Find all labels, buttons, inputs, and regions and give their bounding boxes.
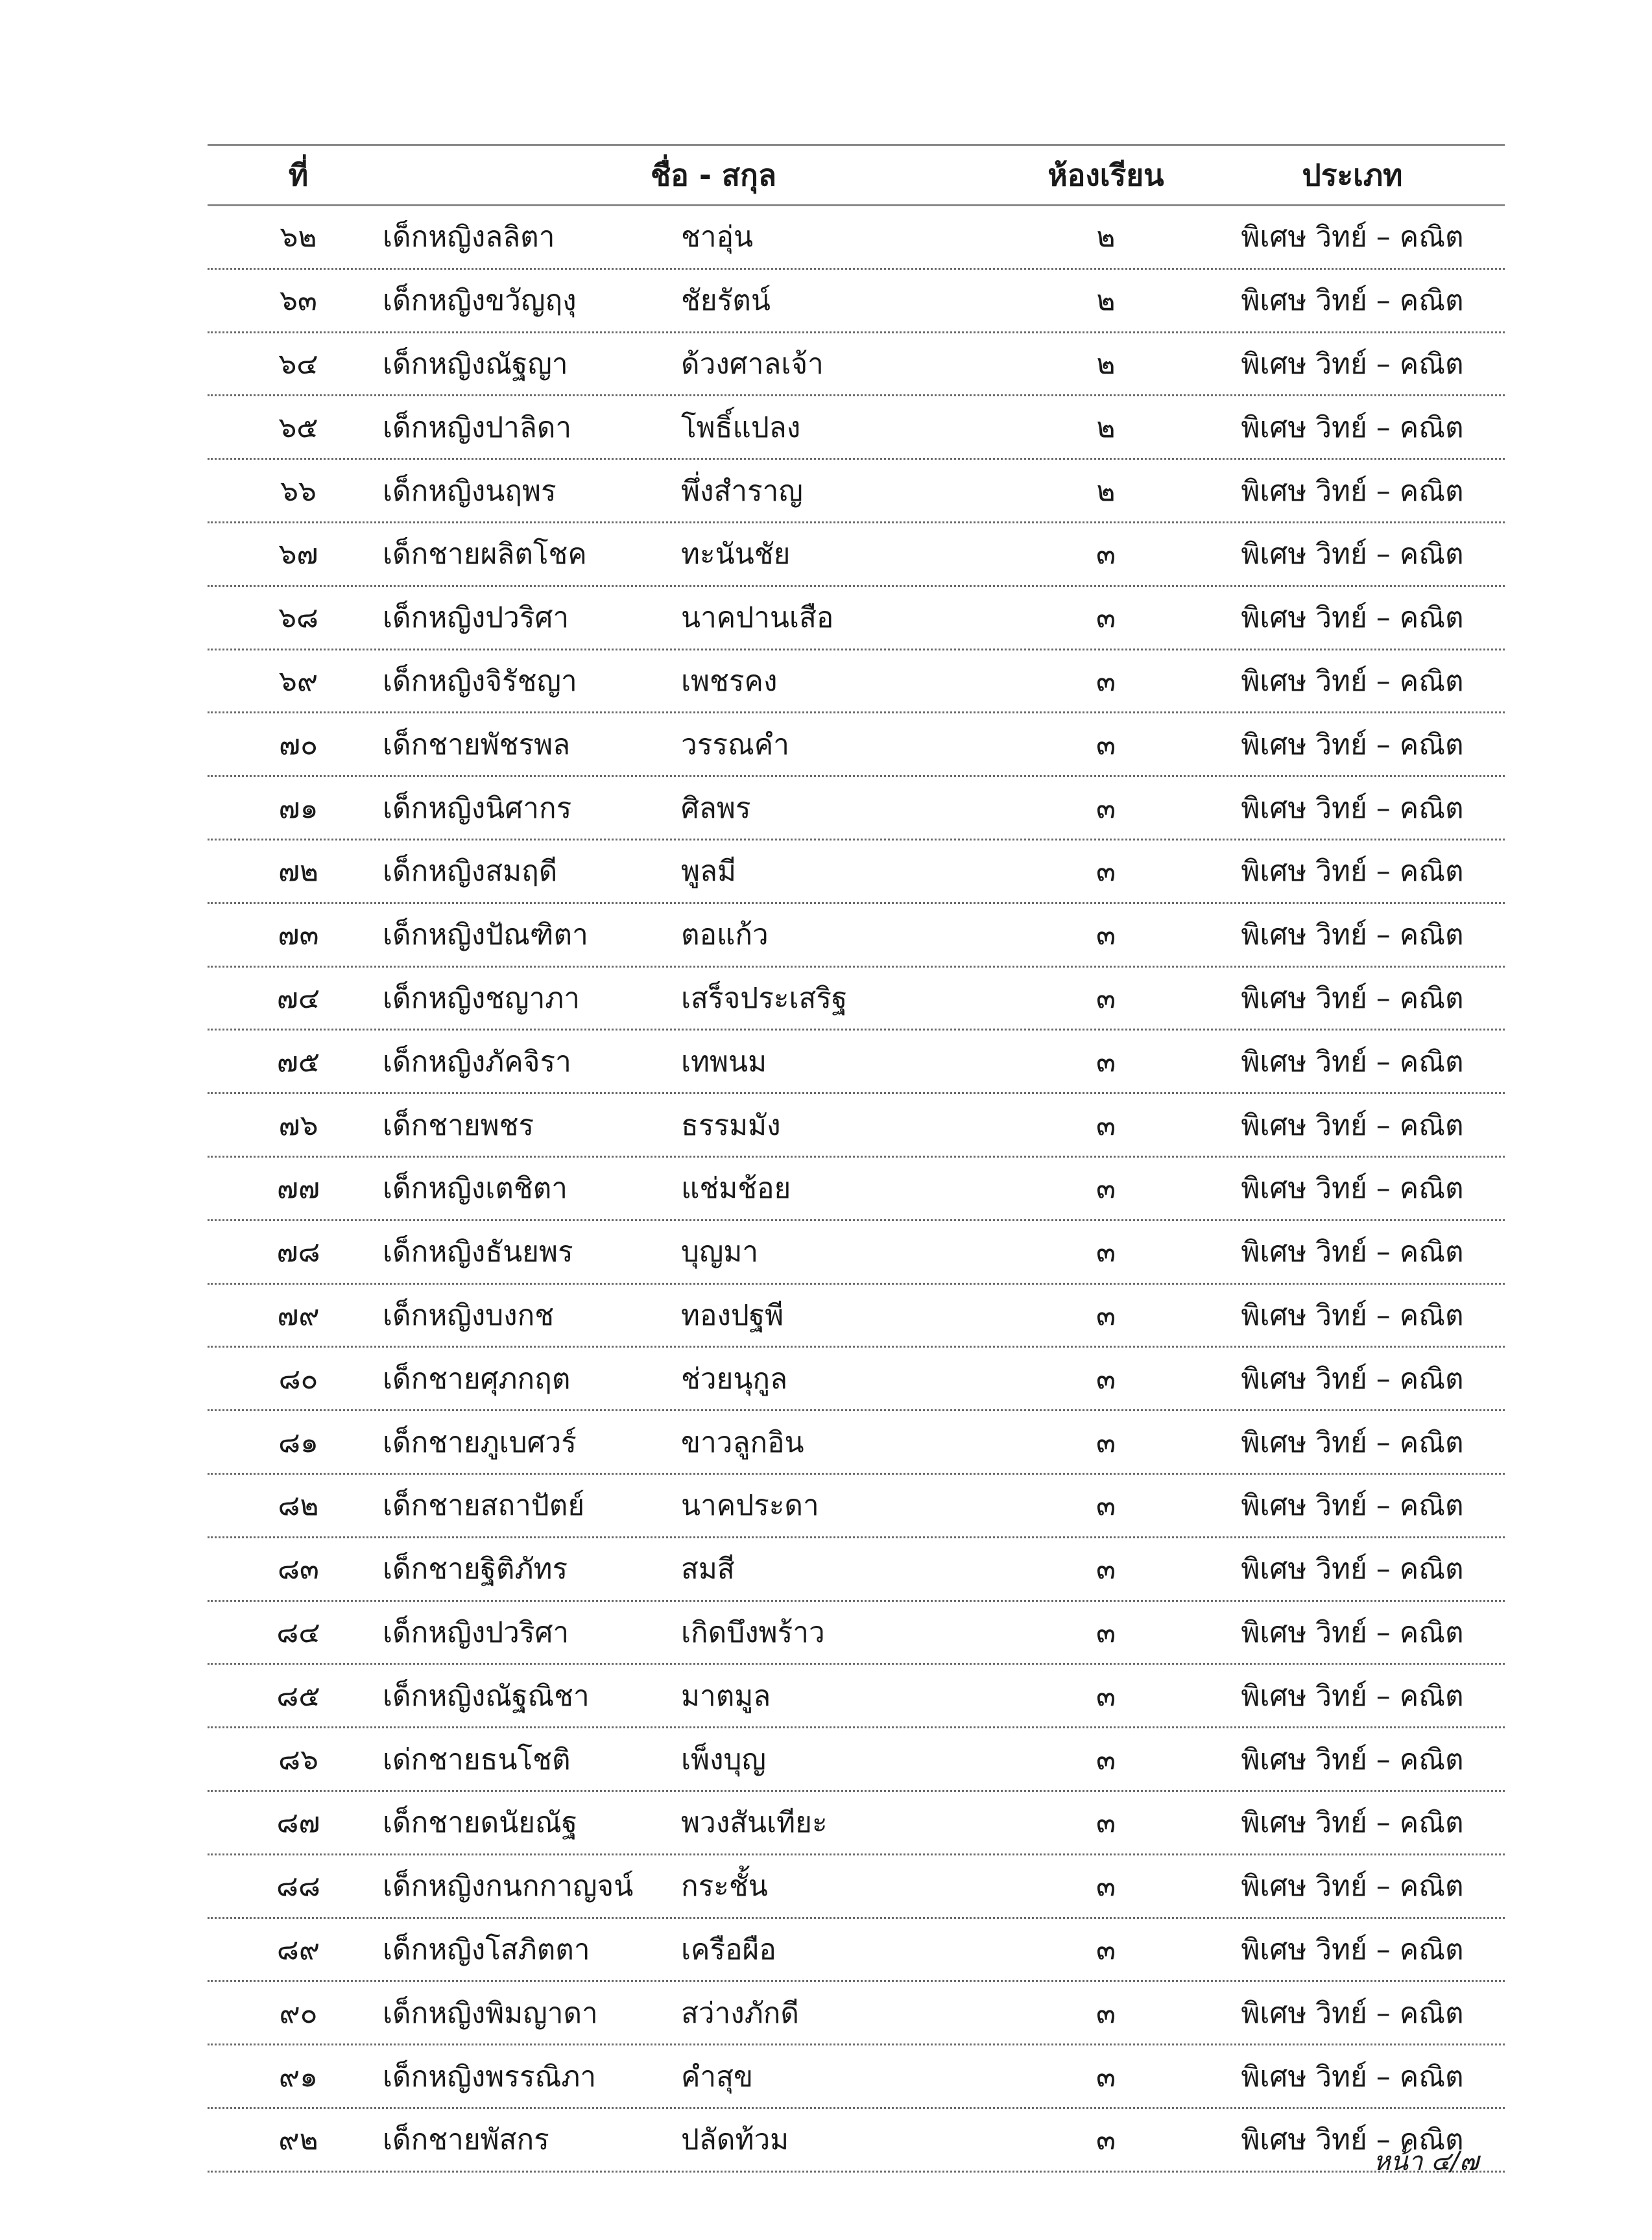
student-last-name: สมสี: [681, 1553, 735, 1586]
program-type: พิเศษ วิทย์ – คณิต: [1241, 474, 1464, 508]
program-type: พิเศษ วิทย์ – คณิต: [1241, 1615, 1464, 1649]
program-type: พิเศษ วิทย์ – คณิต: [1241, 601, 1464, 635]
table-row: [208, 1855, 1505, 1919]
student-first-name: เด็กชายพชร: [383, 1108, 534, 1142]
room-number: ๓: [1095, 664, 1116, 698]
room-number: ๓: [1095, 1235, 1116, 1269]
row-number: ๖๙: [278, 664, 318, 698]
program-type: พิเศษ วิทย์ – คณิต: [1241, 538, 1464, 571]
student-first-name: เด็กชายพัชรพล: [383, 728, 571, 761]
program-type: พิเศษ วิทย์ – คณิต: [1241, 1933, 1464, 1966]
student-last-name: โพธิ์แปลง: [681, 411, 801, 444]
table-row: [208, 1538, 1505, 1602]
table-row: [208, 904, 1505, 968]
room-number: ๒: [1096, 411, 1116, 444]
row-number: ๖๘: [278, 601, 318, 635]
row-number: ๗๙: [277, 1298, 320, 1332]
row-number: ๘๑: [278, 1425, 318, 1459]
student-last-name: ตอแก้ว: [681, 918, 769, 952]
row-number: ๗๓: [278, 918, 319, 952]
table-row: [208, 968, 1505, 1031]
table-row: [208, 1475, 1505, 1538]
student-first-name: เด่กชายธนโชติ: [383, 1743, 571, 1776]
room-number: ๓: [1095, 1806, 1116, 1840]
program-type: พิเศษ วิทย์ – คณิต: [1241, 411, 1464, 444]
student-last-name: เพชรคง: [681, 664, 778, 698]
program-type: พิเศษ วิทย์ – คณิต: [1241, 347, 1464, 381]
room-number: ๒: [1096, 284, 1116, 318]
student-first-name: เด็กหญิงณัฐณิชา: [383, 1679, 590, 1713]
program-type: พิเศษ วิทย์ – คณิต: [1241, 1172, 1464, 1206]
student-last-name: พูลมี: [681, 855, 736, 888]
row-number: ๙๐: [279, 1996, 318, 2030]
table-row: [208, 460, 1505, 523]
program-type: พิเศษ วิทย์ – คณิต: [1241, 220, 1464, 254]
student-first-name: เด็กหญิงเตชิตา: [383, 1172, 568, 1206]
table-row: [208, 523, 1505, 587]
student-first-name: เด็กหญิงสมฤดี: [383, 855, 558, 888]
room-number: ๓: [1095, 728, 1116, 761]
table-row: [208, 1031, 1505, 1094]
program-type: พิเศษ วิทย์ – คณิต: [1241, 855, 1464, 888]
header-room: ห้องเรียน: [1047, 157, 1164, 193]
program-type: พิเศษ วิทย์ – คณิต: [1241, 284, 1464, 318]
row-number: ๖๔: [278, 347, 318, 381]
table-header: [208, 144, 1505, 206]
student-last-name: นาคปานเสือ: [681, 601, 834, 635]
room-number: ๓: [1095, 1679, 1116, 1713]
row-number: ๗๑: [278, 791, 318, 825]
row-number: ๘๕: [276, 1679, 320, 1713]
room-number: ๓: [1095, 1933, 1116, 1966]
student-first-name: เด็กหญิงปัณฑิตา: [383, 918, 588, 952]
program-type: พิเศษ วิทย์ – คณิต: [1241, 728, 1464, 761]
table-row: [208, 713, 1505, 777]
student-last-name: สว่างภักดี: [681, 1996, 799, 2030]
student-last-name: ปลัดท้วม: [681, 2123, 789, 2157]
student-first-name: เด็กหญิงขวัญฤงุ: [383, 284, 577, 318]
table-row: [208, 333, 1505, 397]
row-number: ๘๓: [277, 1553, 320, 1586]
student-first-name: เด็กชายภูเบศวร์: [383, 1425, 577, 1459]
student-first-name: เด็กหญิงนฤพร: [383, 474, 557, 508]
student-first-name: เด็กหญิงภัคจิรา: [383, 1045, 571, 1078]
room-number: ๓: [1095, 1045, 1116, 1078]
row-number: ๖๕: [278, 411, 318, 444]
row-number: ๘๒: [278, 1489, 319, 1523]
row-number: ๗๒: [278, 855, 319, 888]
student-first-name: เด็กหญิงโสภิตตา: [383, 1933, 590, 1966]
table-row: [208, 1221, 1505, 1285]
room-number: ๒: [1096, 474, 1116, 508]
student-last-name: กระชั้น: [681, 1870, 768, 1903]
student-last-name: ด้วงศาลเจ้า: [681, 347, 824, 381]
table-row: [208, 777, 1505, 840]
student-last-name: มาตมูล: [681, 1679, 771, 1713]
student-first-name: เด็กหญิงณัฐญา: [383, 347, 568, 381]
student-last-name: ขาวลูกอิน: [681, 1425, 804, 1459]
student-first-name: เด็กหญิงจิรัชญา: [383, 664, 577, 698]
row-number: ๘๔: [276, 1615, 320, 1649]
room-number: ๓: [1095, 1615, 1116, 1649]
room-number: ๓: [1095, 918, 1116, 952]
program-type: พิเศษ วิทย์ – คณิต: [1241, 1489, 1464, 1523]
student-last-name: พวงสันเทียะ: [681, 1806, 828, 1840]
header-no: ที่: [288, 157, 309, 193]
row-number: ๗๘: [276, 1235, 320, 1269]
room-number: ๓: [1095, 1425, 1116, 1459]
program-type: พิเศษ วิทย์ – คณิต: [1241, 791, 1464, 825]
student-last-name: ศิลพร: [681, 791, 751, 825]
table-row: [208, 2109, 1505, 2173]
student-first-name: เด็กหญิงปาลิดา: [383, 411, 572, 444]
room-number: ๓: [1095, 1108, 1116, 1142]
room-number: ๓: [1095, 791, 1116, 825]
row-number: ๗๔: [276, 981, 320, 1015]
room-number: ๓: [1095, 981, 1116, 1015]
student-last-name: แช่มช้อย: [681, 1172, 791, 1206]
program-type: พิเศษ วิทย์ – คณิต: [1241, 1235, 1464, 1269]
page-number: หน้า ๔/๗: [1373, 2147, 1479, 2176]
student-first-name: เด็กหญิงลลิตา: [383, 220, 555, 254]
table-row: [208, 206, 1505, 270]
table-row: [208, 1792, 1505, 1855]
room-number: ๒: [1096, 220, 1116, 254]
student-first-name: เด็กหญิงพิมญาดา: [383, 1996, 598, 2030]
room-number: ๓: [1095, 1743, 1116, 1776]
row-number: ๖๖: [280, 474, 317, 508]
row-number: ๘๙: [276, 1933, 320, 1966]
room-number: ๓: [1095, 1298, 1116, 1332]
student-last-name: ชาอุ่น: [681, 220, 754, 254]
header-name: ชื่อ - สกุล: [650, 157, 777, 193]
program-type: พิเศษ วิทย์ – คณิต: [1241, 1870, 1464, 1903]
room-number: ๓: [1095, 855, 1116, 888]
row-number: ๘๐: [278, 1362, 318, 1396]
room-number: ๓: [1095, 1362, 1116, 1396]
row-number: ๘๘: [276, 1870, 320, 1903]
row-number: ๖๓: [279, 284, 317, 318]
student-first-name: เด็กหญิงธันยพร: [383, 1235, 573, 1269]
student-last-name: วรรณคำ: [681, 728, 789, 761]
room-number: ๓: [1095, 2060, 1116, 2093]
header-type: ประเภท: [1302, 157, 1403, 193]
room-number: ๓: [1095, 538, 1116, 571]
table-row: [208, 1348, 1505, 1411]
room-number: ๓: [1095, 1489, 1116, 1523]
student-last-name: ทองปฐพี: [681, 1298, 784, 1332]
row-number: ๙๑: [278, 2060, 318, 2093]
student-first-name: เด็กหญิงนิศากร: [383, 791, 572, 825]
student-last-name: ช่วยนุกูล: [681, 1362, 788, 1396]
student-table: [208, 144, 1505, 2173]
program-type: พิเศษ วิทย์ – คณิต: [1241, 664, 1464, 698]
student-first-name: เด็กชายพัสกร: [383, 2123, 549, 2157]
table-row: [208, 1158, 1505, 1221]
room-number: ๓: [1095, 1870, 1116, 1903]
table-row: [208, 1728, 1505, 1792]
program-type: พิเศษ วิทย์ – คณิต: [1241, 918, 1464, 952]
program-type: พิเศษ วิทย์ – คณิต: [1241, 1362, 1464, 1396]
table-row: [208, 1602, 1505, 1665]
student-last-name: คำสุข: [681, 2060, 754, 2093]
program-type: พิเศษ วิทย์ – คณิต: [1241, 981, 1464, 1015]
program-type: พิเศษ วิทย์ – คณิต: [1241, 1743, 1464, 1776]
student-first-name: เด็กชายดนัยณัฐ: [383, 1806, 578, 1840]
room-number: ๓: [1095, 1553, 1116, 1586]
room-number: ๓: [1095, 2123, 1116, 2157]
table-row: [208, 270, 1505, 333]
table-row: [208, 1665, 1505, 1728]
room-number: ๓: [1095, 1172, 1116, 1206]
program-type: พิเศษ วิทย์ – คณิต: [1241, 1108, 1464, 1142]
table-row: [208, 1094, 1505, 1158]
student-first-name: เด็กหญิงกนกกาญจน์: [383, 1870, 634, 1903]
room-number: ๓: [1095, 601, 1116, 635]
student-first-name: เด็กชายศุภกฤต: [383, 1362, 571, 1396]
student-last-name: เกิดบึงพร้าว: [681, 1615, 825, 1649]
student-first-name: เด็กชายฐิติภัทร: [383, 1553, 568, 1586]
program-type: พิเศษ วิทย์ – คณิต: [1241, 1553, 1464, 1586]
room-number: ๓: [1095, 1996, 1116, 2030]
row-number: ๘๖: [278, 1743, 318, 1776]
program-type: พิเศษ วิทย์ – คณิต: [1241, 1806, 1464, 1840]
student-last-name: เครือผือ: [681, 1933, 776, 1966]
student-last-name: เสร็จประเสริฐ: [681, 981, 848, 1015]
student-first-name: เด็กหญิงบงกช: [383, 1298, 555, 1332]
student-last-name: เทพนม: [681, 1045, 767, 1078]
table-row: [208, 1982, 1505, 2045]
student-last-name: ทะนันชัย: [681, 538, 791, 571]
student-last-name: ชัยรัตน์: [681, 284, 771, 318]
row-number: ๗๖: [278, 1108, 318, 1142]
program-type: พิเศษ วิทย์ – คณิต: [1241, 2123, 1464, 2157]
student-first-name: เด็กชายสถาปัตย์: [383, 1489, 585, 1523]
program-type: พิเศษ วิทย์ – คณิต: [1241, 2060, 1464, 2093]
row-number: ๙๒: [278, 2123, 318, 2157]
program-type: พิเศษ วิทย์ – คณิต: [1241, 1045, 1464, 1078]
table-row: [208, 396, 1505, 460]
student-first-name: เด็กหญิงปวริศา: [383, 601, 569, 635]
table-row: [208, 650, 1505, 714]
row-number: ๖๒: [280, 220, 317, 254]
program-type: พิเศษ วิทย์ – คณิต: [1241, 1996, 1464, 2030]
row-number: ๗๐: [279, 728, 318, 761]
row-number: ๗๕: [276, 1045, 320, 1078]
student-last-name: นาคประดา: [681, 1489, 819, 1523]
student-first-name: เด็กหญิงชญาภา: [383, 981, 581, 1015]
student-last-name: พึ่งสำราญ: [681, 474, 803, 508]
program-type: พิเศษ วิทย์ – คณิต: [1241, 1679, 1464, 1713]
table-row: [208, 840, 1505, 904]
student-last-name: ธรรมมัง: [681, 1108, 781, 1142]
table-row: [208, 2045, 1505, 2109]
student-first-name: เด็กชายผลิตโชค: [383, 538, 587, 571]
room-number: ๒: [1096, 347, 1116, 381]
program-type: พิเศษ วิทย์ – คณิต: [1241, 1425, 1464, 1459]
table-row: [208, 1919, 1505, 1983]
table-row: [208, 1285, 1505, 1348]
row-number: ๘๗: [276, 1806, 320, 1840]
table-row: [208, 587, 1505, 650]
program-type: พิเศษ วิทย์ – คณิต: [1241, 1298, 1464, 1332]
row-number: ๗๗: [276, 1172, 320, 1206]
student-first-name: เด็กหญิงพรรณิภา: [383, 2060, 597, 2093]
row-number: ๖๗: [278, 538, 318, 571]
student-last-name: บุญมา: [681, 1235, 759, 1269]
table-body: [208, 206, 1505, 2173]
student-first-name: เด็กหญิงปวริศา: [383, 1615, 569, 1649]
student-last-name: เพ็งบุญ: [681, 1743, 766, 1776]
table-row: [208, 1411, 1505, 1475]
